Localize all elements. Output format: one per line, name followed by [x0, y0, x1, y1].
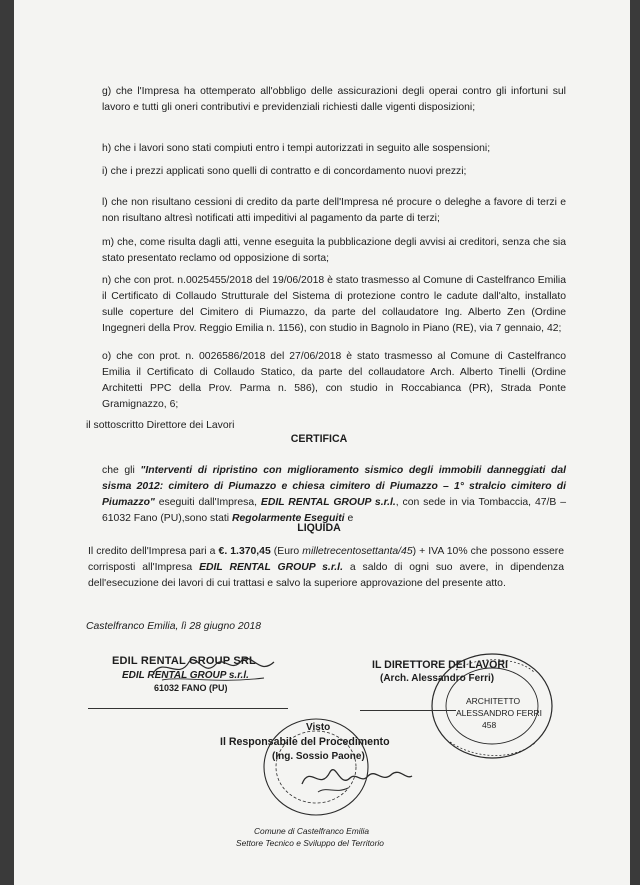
liquida-heading: LIQUIDA: [297, 522, 341, 534]
paragraph-g: g) che l'Impresa ha ottemperato all'obbligo delle assicurazioni degli operai contro gli infortuni sul lavoro e tutti gli oneri contributivi e previdenziali richiesti dalle vigenti disposizioni;: [102, 86, 566, 113]
credit-amount: €. 1.370,45: [218, 546, 271, 557]
company-stamp-line2: 61032 FANO (PU): [154, 683, 228, 693]
seal-line2: ALESSANDRO FERRI: [456, 708, 542, 718]
liquida-text-c: ) + IVA 10% che possono essere corrisposti all'Impresa: [88, 546, 565, 573]
footer-line1: Comune di Castelfranco Emilia: [254, 826, 369, 836]
certifica-text-a: che gli: [102, 465, 141, 476]
company-handwritten-signature: [144, 650, 294, 690]
liquida-text-b: (Euro: [270, 546, 303, 557]
footer-line2: Settore Tecnico e Sviluppo del Territorio: [236, 838, 384, 848]
certifica-text-c: , con sede in via Tombaccia, 47/B – 61032 Fano (PU),sono stati: [102, 497, 566, 524]
seal-line1: ARCHITETTO: [466, 696, 521, 706]
company-name: EDIL RENTAL GROUP s.r.l.: [260, 497, 396, 508]
paragraph-i: i) che i prezzi applicati sono quelli di contratto e di concordamento nuovi prezzi;: [102, 166, 467, 177]
director-name: (Arch. Alessandro Ferri): [380, 673, 495, 684]
rup-handwritten-signature: [296, 758, 416, 798]
rup-title: Il Responsabile del Procedimento: [220, 736, 390, 748]
director-signature-line: [360, 710, 456, 711]
certifica-text-b: eseguiti dall'Impresa,: [154, 497, 261, 508]
liquida-text-d: a saldo di ogni suo avere, in dipendenza dell'esecuzione dei lavori di cui trattasi e salvo la superiore approvazione del presente atto.: [88, 562, 564, 589]
certifica-paragraph: [102, 463, 566, 527]
director-title: IL DIRETTORE DEI LAVORI: [372, 659, 508, 671]
visto-label: Visto: [306, 722, 331, 733]
seal-line3: 458: [482, 720, 497, 730]
liquida-company-name: EDIL RENTAL GROUP s.r.l.: [199, 562, 343, 573]
paragraph-h: h) che i lavori sono stati compiuti entro i tempi autorizzati in seguito alle sospensioni;: [102, 143, 491, 154]
signer-intro: il sottoscritto Direttore dei Lavori: [86, 420, 235, 431]
paragraph-n: n) che con prot. n.0025455/2018 del 19/06/2018 è stato trasmesso al Comune di Castelfranco Emilia il Certificato di Collaudo Strutturale del Sistema di protezione contro le cadute dall'alto, installato sulle coperture del Cimitero di Piumazzo, da parte del collaudatore Ing. Alberto Zen (Ordine Ingegneri della Prov. Reggio Emilia n. 1156), con studio in Bagnolo in Piano (RE), via 7 gennaio, 42;: [102, 275, 566, 334]
architect-seal: [426, 650, 556, 762]
document-page: [14, 0, 630, 885]
company-signature-line: [88, 708, 288, 709]
paragraph-o: o) che con prot. n. 0026586/2018 del 27/06/2018 è stato trasmesso al Comune di Castelfranco Emilia il Certificato di Collaudo Statico, da parte del collaudatore Arch. Alberto Tinelli (Ordine Architetti PPC della Prov. Parma n. 586), con studio in Roccabianca (PR), Strada Ponte Gramignazzo, 6;: [102, 351, 566, 410]
certifica-heading: CERTIFICA: [290, 433, 348, 445]
company-stamp-line1: EDIL RENTAL GROUP SRL: [112, 655, 256, 667]
place-date: Castelfranco Emilia, lì 28 giugno 2018: [86, 621, 262, 632]
liquida-paragraph: [88, 544, 564, 592]
company-signature-name: EDIL RENTAL GROUP s.r.l.: [122, 670, 249, 681]
rup-name: (Ing. Sossio Paone): [272, 751, 365, 762]
liquida-text-a: Il credito dell'Impresa pari a: [88, 546, 219, 557]
certifica-text-d: e: [344, 513, 354, 524]
paragraph-m: m) che, come risulta dagli atti, venne eseguita la pubblicazione degli avvisi ai creditori, senza che sia stato presentato reclamo od opposizione di sorta;: [102, 237, 566, 264]
work-status: Regolarmente Eseguiti: [231, 513, 345, 524]
credit-amount-words: milletrecentosettanta/45: [302, 546, 413, 557]
paragraph-l: l) che non risultano cessioni di credito da parte dell'Impresa né procure o deleghe a favore di terzi e non risultano altresì notificati atti impeditivi al pagamento da parte di terzi;: [102, 197, 566, 224]
project-title: "Interventi di ripristino con miglioramento sismico degli immobili danneggiati dal sisma 2012: cimitero di Piumazzo e chiesa cimitero di Piumazzo – 1° stralcio cimitero di Piumazzo": [102, 465, 566, 508]
